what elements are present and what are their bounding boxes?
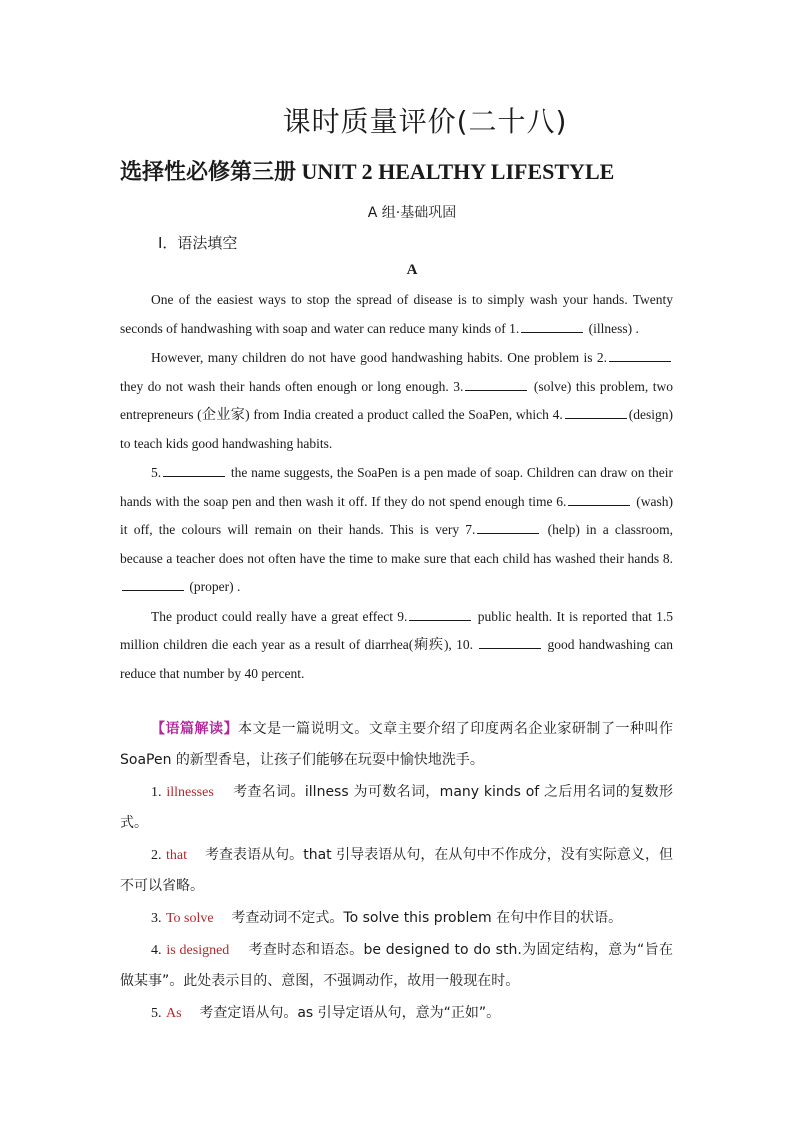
analysis-section <box>120 714 673 1030</box>
text-run: they do not wash their hands often enough or long enough. 3. <box>120 378 464 394</box>
answer-text: is designed <box>166 943 230 958</box>
analysis-intro <box>120 714 673 776</box>
blank-6 <box>568 493 630 506</box>
analysis-item <box>120 998 673 1029</box>
chinese-gloss: 痢疾 <box>413 637 444 653</box>
item-number: 4. <box>151 943 162 958</box>
text-run: (design) to teach kids good handwashing habits. <box>120 407 673 451</box>
item-number: 1. <box>151 785 162 800</box>
text-run: public health. It is reported that 1.5 million children die each year as a result of diarrhea( <box>120 608 673 652</box>
blank-2 <box>609 349 671 362</box>
text-run: good handwashing can reduce that number by 40 percent. <box>120 637 673 681</box>
text-run: One of the easiest ways to stop the spread of disease is to simply wash your hands. Twenty seconds of handwashing with soap and water can reduce many kinds of 1. <box>120 292 673 336</box>
explanation-text: 考查表语从句。that 引导表语从句，在从句中不作成分，没有实际意义，但不可以省略。 <box>120 847 673 894</box>
text-run: 5. <box>151 465 162 480</box>
text-run: ), 10. <box>443 637 473 652</box>
text-run: (wash) it off, the colours will remain on their hands. This is very 7. <box>120 493 674 537</box>
text-run: However, many children do not have good handwashing habits. One problem is 2. <box>151 350 607 365</box>
passage-paragraph-2 <box>120 344 673 458</box>
text-run: (illness) . <box>588 320 639 336</box>
blank-5 <box>163 464 225 477</box>
text-run: ) from India created a product called the SoaPen, which 4. <box>245 407 563 422</box>
analysis-item <box>120 903 673 934</box>
analysis-tag: 【语篇解读】 <box>151 721 239 737</box>
item-number: 2. <box>151 848 162 863</box>
analysis-intro-text: 本文是一篇说明文。文章主要介绍了印度两名企业家研制了一种叫作 SoaPen 的新型香皂，让孩子们能够在玩耍中愉快地洗手。 <box>120 721 674 768</box>
blank-1 <box>521 320 583 333</box>
item-number: 3. <box>151 911 162 926</box>
explanation-text: 考查名词。illness 为可数名词，many kinds of 之后用名词的复数形式。 <box>120 784 673 831</box>
blank-10 <box>479 636 541 649</box>
answer-text: that <box>166 848 187 863</box>
explanation-text: 考查动词不定式。To solve this problem 在句中作目的状语。 <box>231 910 623 926</box>
passage-paragraph-4 <box>120 603 673 689</box>
text-run: (help) in a classroom, because a teacher does not often have the time to make sure that each child has washed their hands 8. <box>120 522 674 566</box>
blank-3 <box>465 378 527 391</box>
group-heading: A 组·基础巩固 <box>367 205 457 221</box>
blank-9 <box>409 608 471 621</box>
passage-paragraph-1 <box>120 286 673 343</box>
passage-label: A <box>406 262 418 278</box>
text-run: (solve) this problem, two entrepreneurs ( <box>120 378 674 422</box>
text-run: (proper) . <box>189 579 241 594</box>
blank-4 <box>565 406 627 419</box>
passage-body <box>120 286 673 689</box>
chinese-gloss: 企业家 <box>201 407 246 423</box>
item-number: 5. <box>151 1006 162 1021</box>
blank-8 <box>122 578 184 591</box>
text-run: The product could really have a great effect 9. <box>151 608 408 624</box>
page-title: 课时质量评价(二十八) <box>282 105 568 138</box>
passage-paragraph-3 <box>120 459 673 602</box>
analysis-item <box>120 840 673 902</box>
answer-text: As <box>165 1006 182 1021</box>
explanation-text: 考查定语从句。as 引导定语从句，意为“正如”。 <box>199 1005 501 1021</box>
text-run: the name suggests, the SoaPen is a pen made of soap. Children can draw on their hands with the soap pen and then wash it off. If they do not spend enough time 6. <box>120 465 673 509</box>
section-heading: Ⅰ．语法填空 <box>158 234 238 252</box>
page-subtitle: 选择性必修第三册 UNIT 2 HEALTHY LIFESTYLE <box>120 159 615 184</box>
explanation-text: 考查时态和语态。be designed to do sth.为固定结构，意为“旨在做某事”。此处表示目的、意图，不强调动作，故用一般现在时。 <box>120 942 674 989</box>
analysis-item <box>120 777 673 839</box>
answer-text: illnesses <box>166 785 214 800</box>
analysis-item <box>120 935 673 997</box>
answer-text: To solve <box>165 911 214 926</box>
blank-7 <box>477 521 539 534</box>
